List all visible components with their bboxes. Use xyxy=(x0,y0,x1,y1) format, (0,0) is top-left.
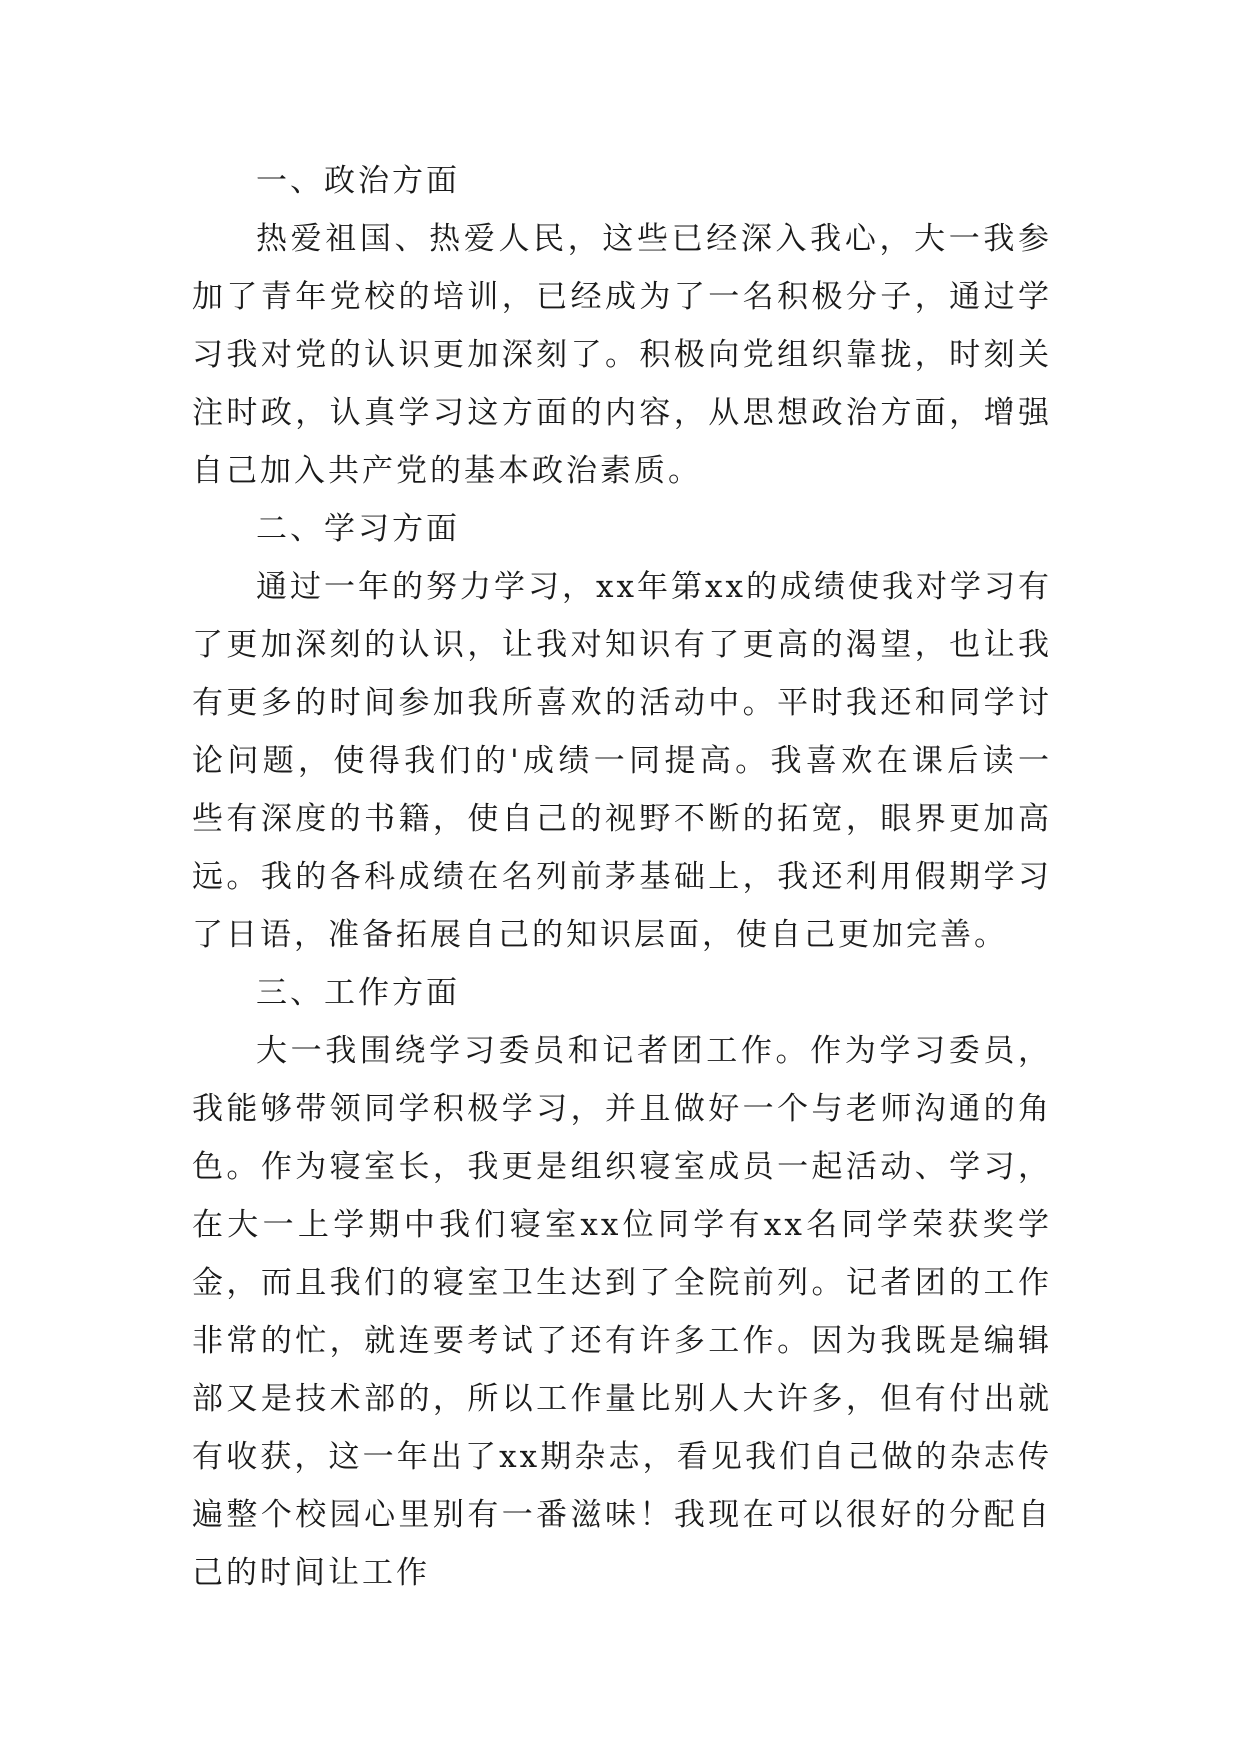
document-body xyxy=(192,152,1052,1602)
section-heading-politics: 一、政治方面 xyxy=(256,163,460,199)
section-paragraph-work: 大一我围绕学习委员和记者团工作。作为学习委员，我能够带领同学积极学习，并且做好一个与老师沟通的角色。作为寝室长，我更是组织寝室成员一起活动、学习，在大一上学期中我们寝室xx位同学有xx名同学荣获奖学金，而且我们的寝室卫生达到了全院前列。记者团的工作非常的忙，就连要考试了还有许多工作。因为我既是编辑部又是技术部的，所以工作量比别人大许多，但有付出就有收获，这一年出了xx期杂志，看见我们自己做的杂志传遍整个校园心里别有一番滋味！我现在可以很好的分配自己的时间让工作 xyxy=(192,1033,1052,1591)
section-heading-study: 二、学习方面 xyxy=(256,511,460,547)
section-paragraph-politics: 热爱祖国、热爱人民，这些已经深入我心，大一我参加了青年党校的培训，已经成为了一名积极分子，通过学习我对党的认识更加深刻了。积极向党组织靠拢，时刻关注时政，认真学习这方面的内容，从思想政治方面，增强自己加入共产党的基本政治素质。 xyxy=(192,221,1052,489)
section-heading-work: 三、工作方面 xyxy=(256,975,460,1011)
section-paragraph-study: 通过一年的努力学习，xx年第xx的成绩使我对学习有了更加深刻的认识，让我对知识有了更高的渴望，也让我有更多的时间参加我所喜欢的活动中。平时我还和同学讨论问题，使得我们的'成绩一同提高。我喜欢在课后读一些有深度的书籍，使自己的视野不断的拓宽，眼界更加高远。我的各科成绩在名列前茅基础上，我还利用假期学习了日语，准备拓展自己的知识层面，使自己更加完善。 xyxy=(192,569,1052,953)
